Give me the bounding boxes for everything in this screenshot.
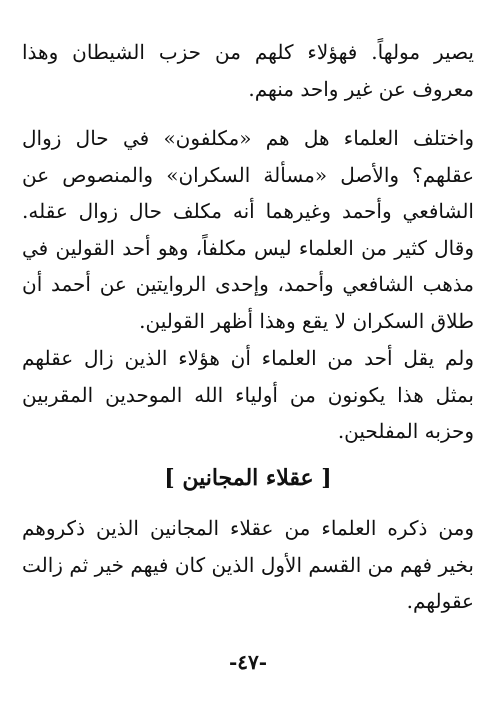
paragraph-1: يصير مولهاً. فهؤلاء كلهم من حزب الشيطان وهذا معروف عن غير واحد منهم. [22, 40, 474, 101]
page-number: -٤٧- [228, 650, 268, 674]
paragraph-4: ومن ذكره العلماء من عقلاء المجانين الذين ذكروهم بخير فهم من القسم الأول الذين كان فيهم خير ثم زالت عقولهم. [22, 516, 474, 613]
paragraph-3: ولم يقل أحد من العلماء أن هؤلاء الذين زال عقلهم بمثل هذا يكونون من أولياء الله الموحدين المقربين وحزبه المفلحين. [22, 346, 474, 443]
paragraph-2: واختلف العلماء هل هم «مكلفون» في حال زوال عقلهم؟ والأصل «مسألة السكران» والمنصوص عن الشافعي وأحمد وغيرهما أنه مكلف حال زوال عقله. وقال كثير من العلماء ليس مكلفاً، وهو أحد القولين في مذهب الشافعي وأحمد، وإحدى الروايتين عن أحمد أن طلاق السكران لا يقع وهذا أظهر القولين. [22, 126, 474, 333]
section-heading-wrapper [0, 458, 496, 498]
section-heading: [ عقلاء المجانين ] [164, 465, 332, 491]
